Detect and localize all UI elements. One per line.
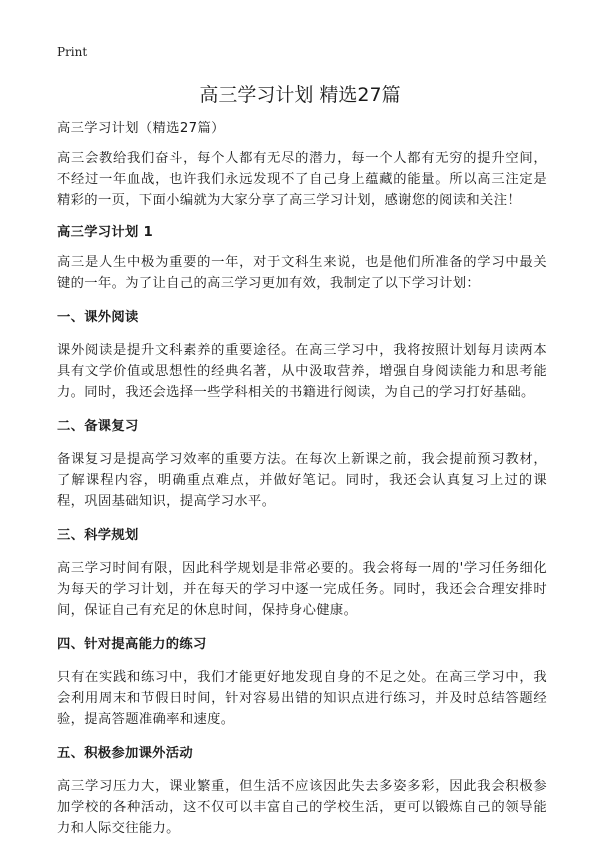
- print-link[interactable]: Print: [57, 45, 88, 59]
- section-heading-reading: 一、课外阅读: [57, 310, 139, 325]
- intro-paragraph: 高三会教给我们奋斗，每个人都有无尽的潜力，每一个人都有无穷的提升空间，不经过一年血战，也许我们永远发现不了自己身上蕴藏的能量。所以高三注定是精彩的一页，下面小编就为大家分享了高三学习计划，感谢您的阅读和关注！: [57, 151, 547, 208]
- section-body-activities: 高三学习压力大，课业繁重，但生活不应该因此失去多姿多彩，因此我会积极参加学校的各种活动，这不仅可以丰富自己的学校生活，更可以锻炼自己的领导能力和人际交往能力。: [57, 779, 547, 836]
- plan-intro-paragraph: 高三是人生中极为重要的一年，对于文科生来说，也是他们所准备的学习中最关键的一年。为了让自己的高三学习更加有效，我制定了以下学习计划：: [57, 255, 547, 291]
- section-body-practice: 只有在实践和练习中，我们才能更好地发现自身的不足之处。在高三学习中，我会利用周末和节假日时间，针对容易出错的知识点进行练习，并及时总结答题经验，提高答题准确率和速度。: [57, 670, 547, 727]
- plan-heading: 高三学习计划 1: [57, 225, 154, 240]
- section-heading-planning: 三、科学规划: [57, 528, 139, 543]
- section-body-reading: 课外阅读是提升文科素养的重要途径。在高三学习中，我将按照计划每月读两本具有文学价值或思想性的经典名著，从中汲取营养，增强自身阅读能力和思考能力。同时，我还会选择一些学科相关的书籍进行阅读，为自己的学习打好基础。: [57, 343, 547, 400]
- section-body-review: 备课复习是提高学习效率的重要方法。在每次上新课之前，我会提前预习教材，了解课程内容，明确重点难点，并做好笔记。同时，我还会认真复习上过的课程，巩固基础知识，提高学习水平。: [57, 452, 547, 509]
- section-heading-activities: 五、积极参加课外活动: [57, 746, 193, 761]
- document-body: [57, 118, 547, 852]
- section-heading-review: 二、备课复习: [57, 419, 139, 434]
- document-title: 高三学习计划 精选27篇: [199, 84, 401, 106]
- document-subtitle: 高三学习计划（精选27篇）: [57, 121, 225, 136]
- section-body-planning: 高三学习时间有限，因此科学规划是非常必要的。我会将每一周的'学习任务细化为每天的学习计划，并在每天的学习中逐一完成任务。同时，我还会合理安排时间，保证自己有充足的休息时间，保持身心健康。: [57, 561, 547, 618]
- section-heading-practice: 四、针对提高能力的练习: [57, 637, 207, 652]
